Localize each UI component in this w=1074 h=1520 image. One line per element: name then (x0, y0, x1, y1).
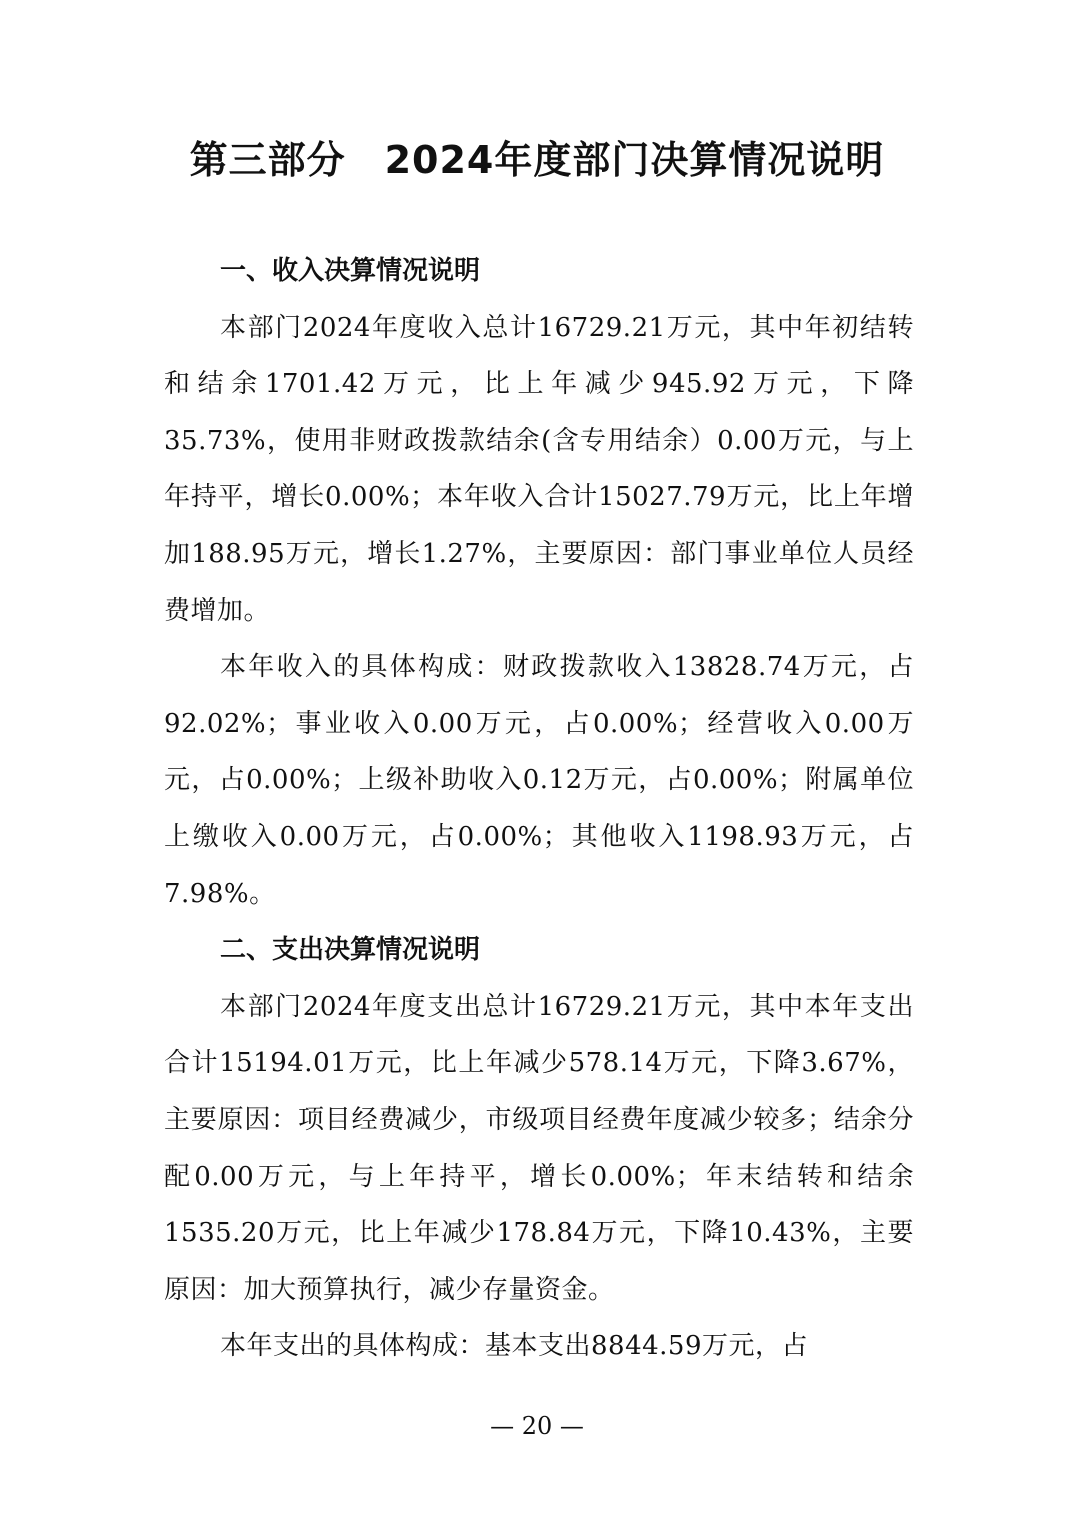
expenditure-composition-paragraph: 本年支出的具体构成：基本支出8844.59万元，占 (220, 1331, 809, 1362)
income-composition-paragraph: 本年收入的具体构成：财政拨款收入13828.74万元，占92.02%；事业收入0.00万元，占0.00%；经营收入0.00万元，占0.00%；上级补助收入0.12万元，占0.00%；附属单位上缴收入0.00万元，占0.00%；其他收入1198.93万元，占7.98%。 (164, 652, 914, 909)
section-heading-expenditure: 二、支出决算情况说明 (220, 935, 481, 966)
document-body (164, 243, 914, 1375)
expenditure-summary-paragraph: 本部门2024年度支出总计16729.21万元，其中本年支出合计15194.01万元，比上年减少578.14万元，下降3.67%，主要原因：项目经费减少，市级项目经费年度减少较多；结余分配0.00万元，与上年持平，增长0.00%；年末结转和结余1535.20万元，比上年减少178.84万元，下降10.43%，主要原因：加大预算执行，减少存量资金。 (164, 991, 914, 1305)
page-number: — 20 — (490, 1412, 584, 1440)
section-heading-income: 一、收入决算情况说明 (220, 256, 481, 286)
page-title: 第三部分 2024年度部门决算情况说明 (189, 138, 885, 182)
income-summary-paragraph: 本部门2024年度收入总计16729.21万元，其中年初结转和结余1701.42万元，比上年减少945.92万元，下降35.73%，使用非财政拨款结余(含专用结余）0.00万元，与上年持平，增长0.00%；本年收入合计15027.79万元，比上年增加188.95万元，增长1.27%，主要原因：部门事业单位人员经费增加。 (164, 312, 914, 626)
